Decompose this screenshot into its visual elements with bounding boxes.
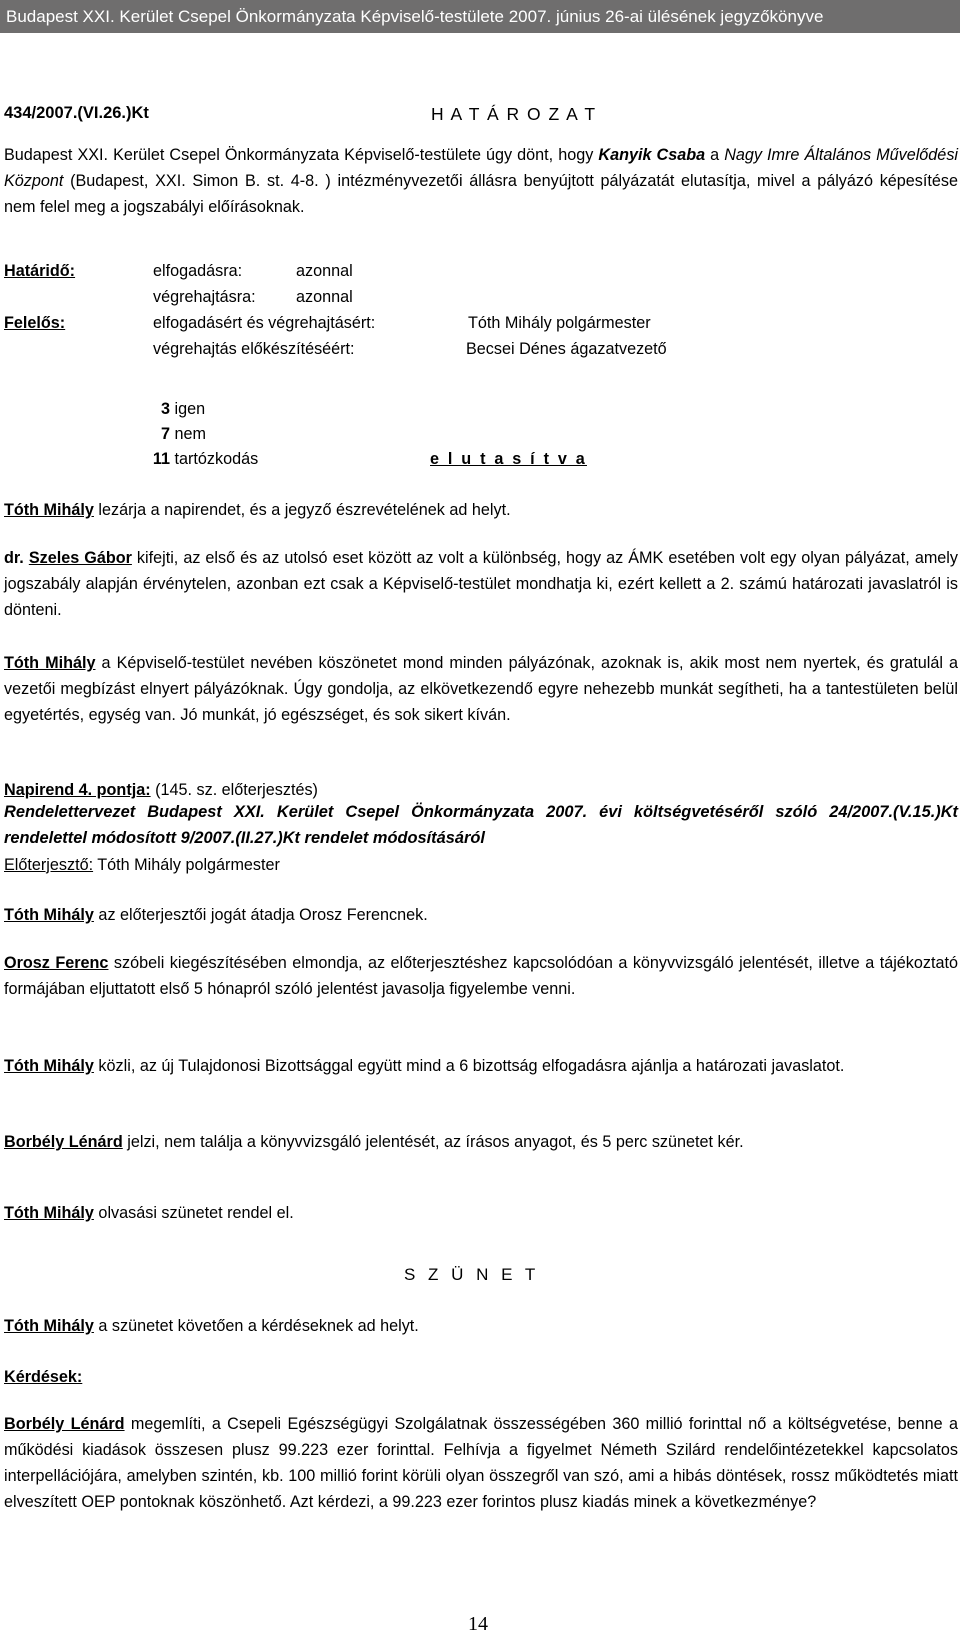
vote-result: e l u t a s í t v a bbox=[430, 450, 587, 468]
candidate-name: Kanyik Csaba bbox=[598, 146, 706, 164]
document-header: Budapest XXI. Kerület Csepel Önkormányzata Képviselő-testülete 2007. június 26-ai ülésének jegyzőkönyve bbox=[0, 0, 960, 33]
deadline-2-val: azonnal bbox=[296, 288, 353, 306]
paragraph-borbely-break: Borbély Lénárd jelzi, nem találja a könyvvizsgáló jelentését, az írásos anyagot, és 5 perc szünetet kér. bbox=[4, 1133, 744, 1151]
questions-label: Kérdések: bbox=[4, 1368, 83, 1386]
responsible-label: Felelős: bbox=[4, 314, 66, 332]
paragraph-close-agenda: Tóth Mihály lezárja a napirendet, és a jegyző észrevételének ad helyt. bbox=[4, 501, 511, 519]
paragraph-szeles: dr. Szeles Gábor kifejti, az első és az utolsó eset között az volt a különbség, hogy az ÁMK esetében volt egy olyan pályázat, amely jogszabály alapján érvénytelen, azonban ezt csak a Képviselő-testület mondhatja ki, ezért kellett a 2. számú határozati javaslatról is dönteni. bbox=[4, 549, 958, 619]
agenda-item: Napirend 4. pontja: (145. sz. előterjesztés) bbox=[4, 781, 318, 799]
paragraph-orosz: Orosz Ferenc szóbeli kiegészítésében elmondja, az előterjesztéshez kapcsolódóan a könyvvizsgáló jelentését, illetve a tájékoztató formájában eljuttatott első 5 hónapról szóló jelentést javasolja figyelembe venni. bbox=[4, 954, 958, 998]
paragraph-thanks: Tóth Mihály a Képviselő-testület nevében köszönetet mond minden pályázónak, azoknak is, akik most nem nyertek, és gratulál a vezetői megbízást elnyert pályázóknak. Úgy gondolja, az elkövetkezendő egyre nehezebb munkát segítheti, ha a tantestületen belül egyetértés, egység van. Jó munkát, jó egészséget, és sok sikert kíván. bbox=[4, 654, 958, 724]
deadline-1-key: elfogadásra: bbox=[153, 262, 243, 280]
agenda-title: Rendelettervezet Budapest XXI. Kerület Csepel Önkormányzata 2007. évi költségvetéséről szóló 24/2007.(V.15.)Kt rendelettel módosított 9/2007.(II.27.)Kt rendelet módosításáról bbox=[4, 803, 958, 847]
paragraph-after-break: Tóth Mihály a szünetet követően a kérdéseknek ad helyt. bbox=[4, 1317, 419, 1335]
page-number: 14 bbox=[468, 1613, 488, 1635]
responsible-2-key: végrehajtás előkészítéséért: bbox=[153, 340, 355, 358]
vote-yes: 3 igen bbox=[160, 400, 206, 418]
resolution-number: 434/2007.(VI.26.)Kt bbox=[4, 104, 149, 122]
institution-name: Nagy Imre Általános Művelődési Központ bbox=[4, 146, 959, 190]
responsible-1-key: elfogadásért és végrehajtásért: bbox=[153, 314, 376, 332]
responsible-1-val: Tóth Mihály polgármester bbox=[468, 314, 651, 332]
presenter: Előterjesztő: Tóth Mihály polgármester bbox=[4, 856, 280, 874]
deadline-label: Határidő: bbox=[4, 262, 76, 280]
vote-abstain: 11 tartózkodás bbox=[152, 450, 259, 468]
resolution-heading: H A T Á R O Z A T bbox=[431, 104, 597, 124]
break-heading: S Z Ü N E T bbox=[404, 1265, 540, 1284]
responsible-2-val: Becsei Dénes ágazatvezető bbox=[466, 340, 667, 358]
paragraph-borbely-question: Borbély Lénárd megemlíti, a Csepeli Egészségügyi Szolgálatnak összességében 360 millió forinttal nő a költségvetése, benne a működési kiadások összesen plusz 99.223 ezer forinttal. Felhívja a figyelmet Németh Szilárd rendelőintézetekkel kapcsolatos interpellációjára, amelyben szintén, kb. 100 millió forint körüli olyan összegről van szó, ami a hibás döntések, rossz működtetés miatt elveszített OEP pontoknak köszönhető. Azt kérdezi, a 99.223 ezer forintos plusz kiadás minek a következménye? bbox=[4, 1415, 958, 1511]
resolution-body: Budapest XXI. Kerület Csepel Önkormányzata Képviselő-testülete úgy dönt, hogy Kanyik Csaba a Nagy Imre Általános Művelődési Központ (Budapest, XXI. Simon B. st. 4-8. ) intézményvezetői állásra benyújtott pályázatát elutasítja, mivel a pályázó képesítése nem felel meg a jogszabályi előírásoknak. bbox=[4, 146, 959, 216]
vote-no: 7 nem bbox=[160, 425, 206, 443]
deadline-2-key: végrehajtásra: bbox=[153, 288, 256, 306]
paragraph-handover: Tóth Mihály az előterjesztői jogát átadja Orosz Ferencnek. bbox=[4, 906, 428, 924]
paragraph-reading-break: Tóth Mihály olvasási szünetet rendel el. bbox=[4, 1204, 294, 1222]
paragraph-committees: Tóth Mihály közli, az új Tulajdonosi Bizottsággal együtt mind a 6 bizottság elfogadásra ajánlja a határozati javaslatot. bbox=[4, 1057, 845, 1075]
deadline-1-val: azonnal bbox=[296, 262, 353, 280]
